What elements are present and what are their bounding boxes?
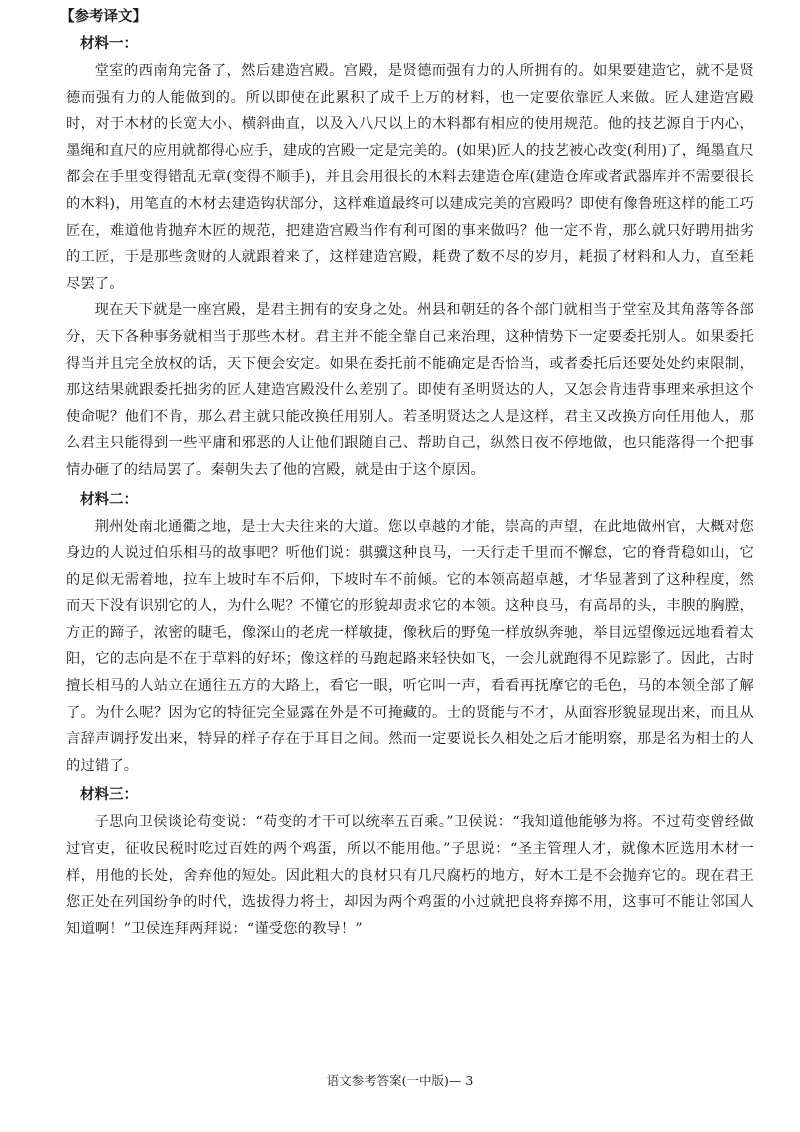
section-label-2: 材料二： — [80, 491, 138, 508]
doc-heading: 【参考译文】 — [60, 9, 147, 25]
paragraph-3-1: 子思向卫侯谈论苟变说：“苟变的才干可以统率五百乘。”卫侯说：“我知道他能够为将。不过苟变曾经做过官吏，征收民税时吃过百姓的两个鸡蛋，所以不能用他。”子思说：“圣主管理人才，就像木匠选用木材一样，用他的长处，舍弃他的短处。因此粗大的良材只有几尺腐朽的地方，好木工是不会抛弃它的。现在君王您正处在列国纷争的时代，选拔得力将士，却因为两个鸡蛋的小过就把良将弃掷不用，这事可不能让邻国人知道啊！”卫侯连拜两拜说：“谨受您的教导！” — [66, 814, 754, 937]
section-material-3 — [66, 783, 754, 942]
section-label-3: 材料三： — [80, 787, 138, 804]
section-material-2 — [66, 488, 754, 780]
paragraph-1-1: 堂室的西南角完备了，然后建造宫殿。宫殿，是贤德而强有力的人所拥有的。如果要建造它，就不是贤德而强有力的人能做到的。所以即使在此累积了成千上万的材料，也一定要依靠匠人来做。匠人建造宫殿时，对于木材的长宽大小、横斜曲直，以及入八尺以上的木料都有相应的使用规范。他的技艺源自于内心，墨绳和直尺的应用就都得心应手，建成的宫殿一定是完美的。(如果)匠人的技艺被心改变(利用)了，绳墨直尺都会在手里变得错乱无章(变得不顺手)，并且会用很长的木料去建造仓库(建造仓库或者武器库并不需要很长的木料)，用笔直的木材去建造钩状部分，这样难道最终可以建成完美的宫殿吗？即使有像鲁班这样的能工巧匠在，难道他肯抛弃木匠的规范，把建造宫殿当作有利可图的事来做吗？他一定不肯，那么就只好聘用拙劣的工匠，于是那些贪财的人就跟着来了，这样建造宫殿，耗费了数不尽的岁月，耗损了材料和人力，直至耗尽罢了。 — [66, 63, 754, 292]
section-material-1 — [66, 32, 754, 484]
paragraph-1-2: 现在天下就是一座宫殿，是君主拥有的安身之处。州县和朝廷的各个部门就相当于堂室及其角落等各部分，天下各种事务就相当于那些木材。君主并不能全靠自己来治理，这种情势下一定要委托别人。如果委托得当并且完全放权的话，天下便会安定。如果在委托前不能确定是否恰当，或者委托后还要处处约束限制，那这结果就跟委托拙劣的匠人建造宫殿没什么差别了。即使有圣明贤达的人，又怎会肯违背事理来承担这个使命呢？他们不肯，那么君主就只能改换任用别人。若圣明贤达之人是这样，君主又改换方向任用他人，那么君主只能得到一些平庸和邪恶的人让他们跟随自己、帮助自己，纵然日夜不停地做，也只能落得一个把事情办砸了的结局罢了。秦朝失去了他的宫殿，就是由于这个原因。 — [66, 302, 754, 478]
paragraph-2-1: 荆州处南北通衢之地，是士大夫往来的大道。您以卓越的才能，崇高的声望，在此地做州官，大概对您身边的人说过伯乐相马的故事吧？听他们说：骐骥这种良马，一天行走千里而不懈怠，它的脊背稳如山，它的足似无需着地，拉车上坡时车不后仰，下坡时车不前倾。它的本领高超卓越，才华显著到了这种程度，然而天下没有识别它的人，为什么呢？不懂它的形貌却责求它的本领。这种良马，有高昂的头，丰腴的胸膛，方正的蹄子，浓密的睫毛，像深山的老虎一样敏捷，像秋后的野兔一样放纵奔驰，举目远望像远远地看着太阳，它的志向是不在于草料的好坏；像这样的马跑起路来轻快如飞，一会儿就跑得不见踪影了。因此，古时擅长相马的人站立在通往五方的大路上，看它一眼，听它叫一声，看看再抚摩它的毛色，马的本领全部了解了。为什么呢？因为它的特征完全显露在外是不可掩藏的。士的贤能与不才，从面容形貌显现出来，而且从言辞声调抒发出来，特异的样子存在于耳目之间。然而一定要说长久相处之后才能明察，那是名为相士的人的过错了。 — [66, 518, 754, 774]
section-label-1: 材料一： — [80, 36, 138, 52]
page-footer: 语文参考答案(一中版)— 3 — [326, 1073, 474, 1088]
document-page — [60, 6, 754, 942]
